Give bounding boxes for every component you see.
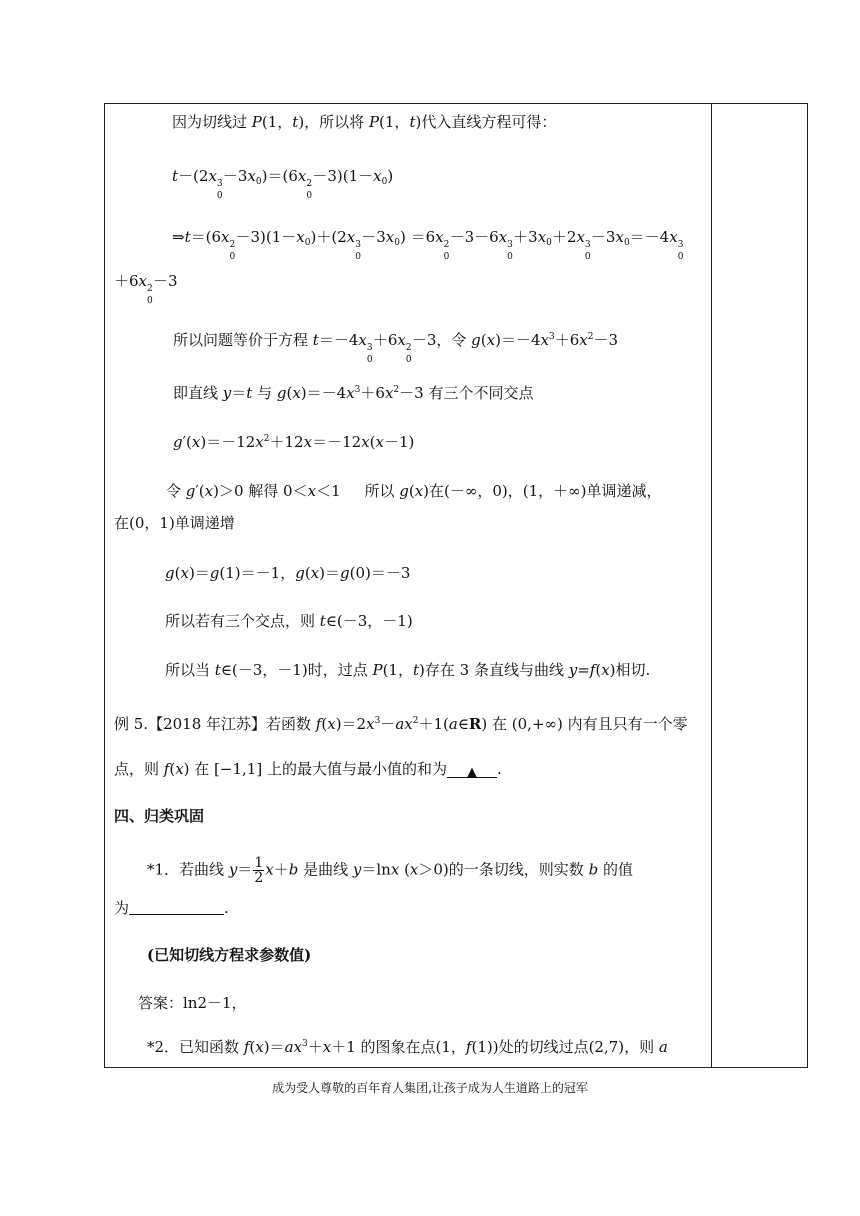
solution-line-10: g(x)＝g(1)＝－1，g(x)＝g(0)＝－3 (165, 564, 411, 582)
page-footer: 成为受人尊敬的百年育人集团,让孩子成为人生道路上的冠军 (272, 1081, 588, 1095)
table-column-divider (711, 103, 712, 1068)
solution-line-3: ⇒t＝(6x 2 0 $-3)(1-x_0)+(2x$ 3 0 $-3x_0) =6x$ 2 0 －3－6x 3 0 $+3x_0+2x$ 3 0 $-3x_0=-4x$ 3 0 (172, 228, 684, 262)
question-1-answer: 答案：ln2－1， (138, 994, 247, 1012)
solution-line-11: 所以若有三个交点，则 t∈(－3，－1) (165, 612, 413, 630)
example5-line-2: 点，则 f(x) 在 [−1,1] 上的最大值与最小值的和为 ▲ . (114, 760, 502, 780)
solution-line-4: ＋6x 2 0 －3 (114, 272, 178, 306)
fraction-one-half: $\frac{1}{2}$ (254, 855, 264, 886)
question-1-note: (已知切线方程求参数值) (147, 946, 312, 964)
question-2-line-1: *2．已知函数 $f(x)=ax^3+x+1$ 的图象在点(1，f(1))处的切线过点(2,7)，则 a (147, 1038, 668, 1056)
solution-line-12: 所以当 t∈(－3，－1)时，过点 P(1，t)存在 3 条直线与曲线 y=f(x)相切. (165, 661, 651, 679)
question-1-line-2: 为 . (114, 899, 229, 917)
solution-line-1: 因为切线过 P(1，t)，所以将 P(1，t)代入直线方程可得： (172, 113, 557, 131)
question-1-line-1: *1．若曲线 y＝ $\frac{1}{2}$ x＋b 是曲线 y＝lnx (x＞0)的一条切线，则实数 b 的值 (147, 855, 633, 886)
solution-line-8: 令 g′(x)＞0 解得 0＜x＜1 所以 g(x)在(－∞，0)，(1，＋∞)单调递减， (166, 482, 662, 500)
content-table (104, 103, 808, 1068)
solution-line-2: t－(2x 3 0 $-3x_0)=(6x$ 2 0 $-3)(1-x_0)$ (172, 167, 394, 201)
solution-line-5: 所以问题等价于方程 t＝－4x 3 0 ＋6x 2 0 －3，令 $g(x)=-4x^3+6x^2-3$ (173, 331, 618, 365)
example5-line-1: 例 5.【2018 年江苏】若函数 $f(x)=2x^3-ax^2+1(a\in R)$ 在 (0,+∞) 内有且只有一个零 (114, 715, 688, 733)
solution-line-6: 即直线 y＝t 与 $g(x)=-4x^3+6x^2-3$ 有三个不同交点 (173, 384, 534, 402)
section-heading: 四、归类巩固 (114, 807, 205, 825)
example5-answer-blank[interactable]: ▲ (447, 761, 497, 778)
solution-line-9: 在(0，1)单调递增 (114, 514, 235, 532)
question-1-answer-blank[interactable] (129, 898, 224, 915)
solution-line-7: $g'(x)=-12x^2+12x=-12x(x-1)$ (173, 433, 415, 451)
